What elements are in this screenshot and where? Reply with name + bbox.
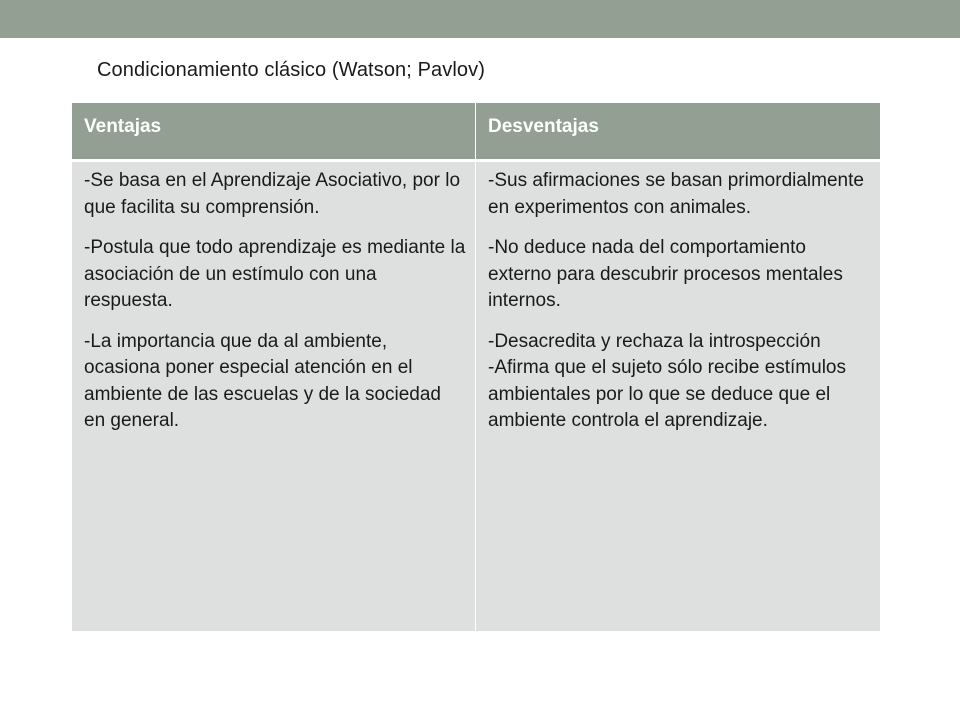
header-ventajas: Ventajas — [72, 103, 476, 159]
top-accent-band — [0, 0, 960, 38]
desventaja-item: -Desacredita y rechaza la introspección — [488, 330, 821, 352]
desventaja-item: -Afirma que el sujeto sólo recibe estímulos ambientales por lo que se deduce que el ambiente controla el aprendizaje. — [488, 357, 846, 431]
ventaja-item: -Postula que todo aprendizaje es mediante la asociación de un estímulo con una respuesta. — [84, 237, 466, 311]
comparison-table — [72, 103, 880, 631]
desventajas-cell — [476, 159, 880, 631]
desventaja-item: -No deduce nada del comportamiento externo para descubrir procesos mentales internos. — [488, 237, 843, 311]
ventajas-cell — [72, 159, 476, 631]
header-desventajas: Desventajas — [476, 103, 880, 159]
slide-title: Condicionamiento clásico (Watson; Pavlov) — [97, 59, 485, 81]
desventaja-item: -Sus afirmaciones se basan primordialmente en experimentos con animales. — [488, 170, 864, 218]
ventaja-item: -Se basa en el Aprendizaje Asociativo, por lo que facilita su comprensión. — [84, 170, 461, 218]
ventaja-item: -La importancia que da al ambiente, ocasiona poner especial atención en el ambiente de las escuelas y de la sociedad en general. — [84, 330, 442, 431]
